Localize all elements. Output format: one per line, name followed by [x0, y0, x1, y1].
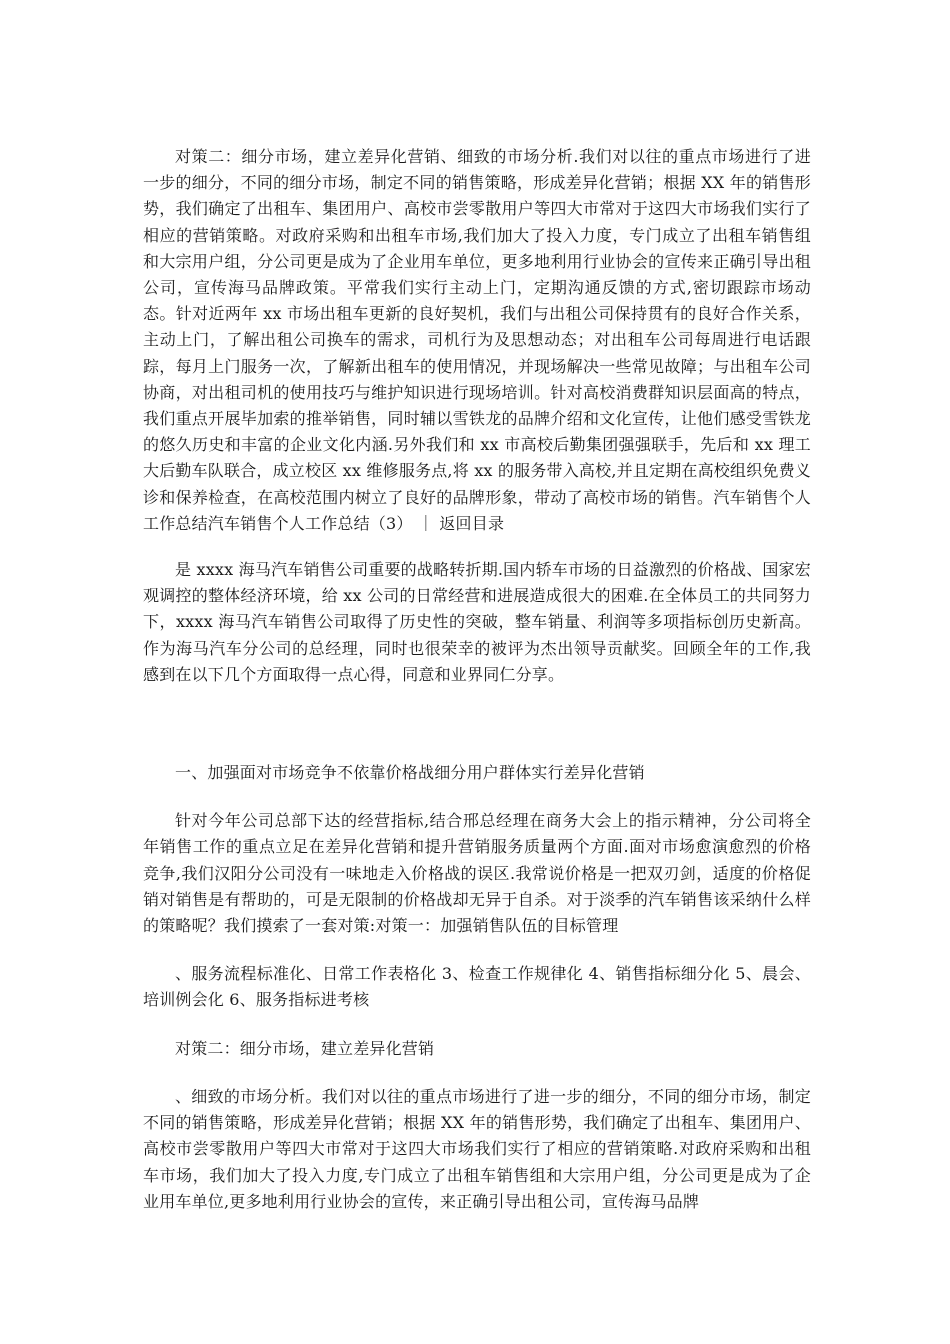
paragraph-service-standardization: 、服务流程标准化、日常工作表格化 3、检查工作规律化 4、销售指标细分化 5、晨会、培训例会化 6、服务指标进考核 — [143, 964, 811, 1010]
section-heading-differentiation: 一、加强面对市场竞争不依靠价格战细分用户群体实行差异化营销 — [175, 763, 645, 783]
document-page — [143, 144, 811, 1215]
paragraph-annual-targets: 针对今年公司总部下达的经营指标,结合邢总经理在商务大会上的指示精神，分公司将全年销售工作的重点立足在差异化营销和提升营销服务质量两个方面.面对市场愈演愈烈的价格竞争,我们汉阳分公司没有一味地走入价格战的误区.我常说价格是一把双刃剑，适度的价格促销对销售是有帮助的，可是无限制的价格战却无异于自杀。对于淡季的汽车销售该采纳什么样的策略呢？我们摸索了一套对策:对策一：加强销售队伍的目标管理 — [143, 811, 811, 936]
paragraph-company-overview: 是 xxxx 海马汽车销售公司重要的战略转折期.国内轿车市场的日益激烈的价格战、国家宏观调控的整体经济环境，给 xx 公司的日常经营和进展造成很大的困难.在全体员工的共同努力下，xxxx 海马汽车销售公司取得了历史性的突破，整车销量、利润等多项指标创历史新高。作为海马汽车分公司的总经理，同时也很荣幸的被评为杰出领导贡献奖。回顾全年的工作,我感到在以下几个方面取得一点心得，同意和业界同仁分享。 — [143, 560, 811, 684]
paragraph-market-analysis: 、细致的市场分析。我们对以往的重点市场进行了进一步的细分，不同的细分市场，制定不同的销售策略，形成差异化营销；根据 XX 年的销售形势，我们确定了出租车、集团用户、高校市尝零散用户等四大市常对于这四大市场我们实行了相应的营销策略.对政府采购和出租车市场，我们加大了投入力度,专门成立了出租车销售组和大宗用户组，分公司更是成为了企业用车单位,更多地利用行业协会的宣传，来正确引导出租公司，宣传海马品牌 — [143, 1086, 811, 1211]
paragraph-strategy-two-title: 对策二：细分市场，建立差异化营销 — [175, 1038, 435, 1058]
paragraph-strategy-two-detail: 对策二：细分市场，建立差异化营销、细致的市场分析.我们对以往的重点市场进行了进一步的细分，不同的细分市场，制定不同的销售策略，形成差异化营销；根据 XX 年的销售形势，我们确定了出租车、集团用户、高校市尝零散用户等四大市常对于这四大市场我们实行了相应的营销策略。对政府采购和出租车市场,我们加大了投入力度，专门成立了出租车销售组和大宗用户组，分公司更是成为了企业用车单位，更多地利用行业协会的宣传来正确引导出租公司，宣传海马品牌政策。平常我们实行主动上门，定期沟通反馈的方式,密切跟踪市场动态。针对近两年 xx 市场出租车更新的良好契机，我们与出租公司保持贯有的良好合作关系，主动上门，了解出租公司换车的需求，司机行为及思想动态；对出租车公司每周进行电话跟踪，每月上门服务一次，了解新出租车的使用情况，并现场解决一些常见故障；与出租车公司协商，对出租司机的使用技巧与维护知识进行现场培训。针对高校消费群知识层面高的特点，我们重点开展毕加索的推举销售，同时辅以雪铁龙的品牌介绍和文化宣传，让他们感受雪铁龙的悠久历史和丰富的企业文化内涵.另外我们和 xx 市高校后勤集团强强联手，先后和 xx 理工大后勤车队联合，成立校区 xx 维修服务点,将 xx 的服务带入高校,并且定期在高校组织免费义诊和保养检查，在高校范围内树立了良好的品牌形象，带动了高校市场的销售。汽车销售个人工作总结汽车销售个人工作总结（3） ｜ 返回目录 — [143, 147, 812, 533]
